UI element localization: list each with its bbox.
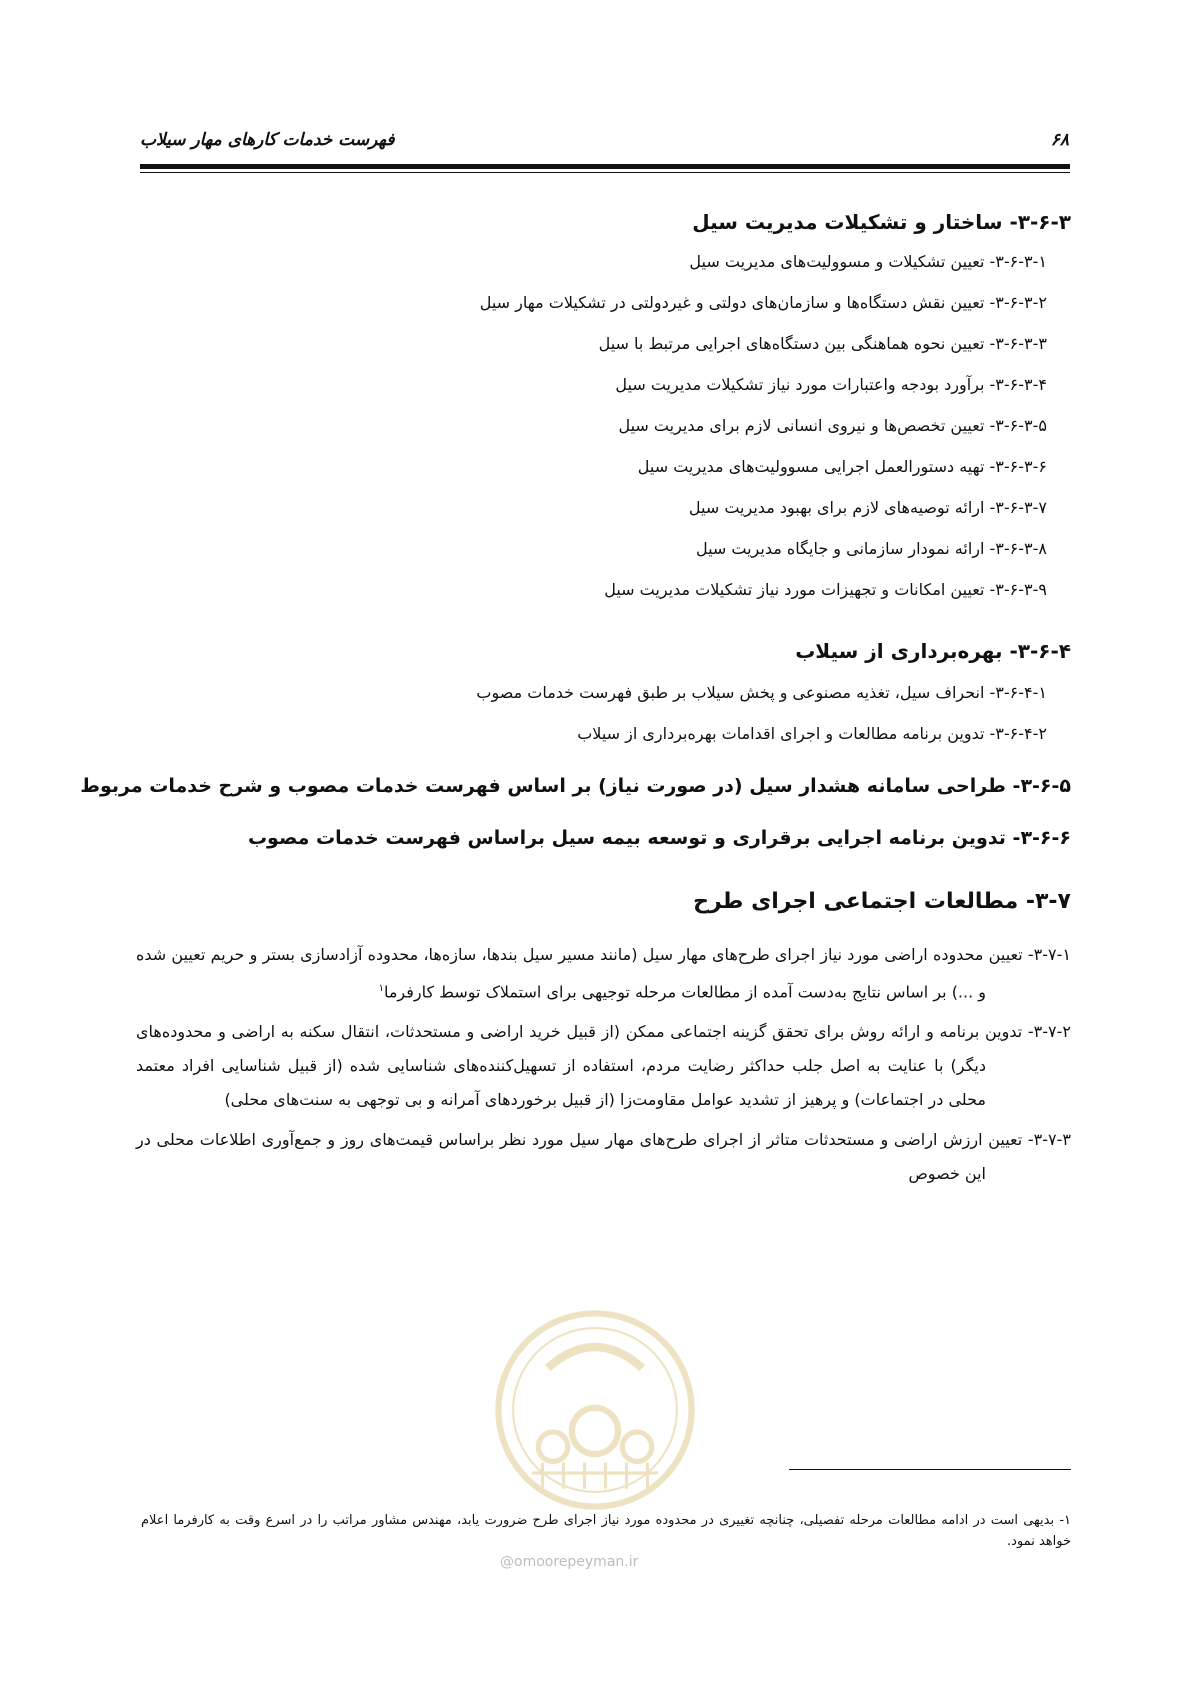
section-3-7-paragraphs (136, 938, 1071, 1191)
section-heading-3-6-5: ۳-۶-۵- طراحی سامانه هشدار سیل (در صورت نیاز) بر اساس فهرست خدمات مصوب و شرح خدمات مربوط (80, 775, 1071, 797)
watermark-site: @omoorepeyman.ir (500, 1554, 639, 1570)
section-3-6-4-list (136, 681, 1071, 745)
list-item: ۳-۶-۳-۲- تعیین نقش دستگاه‌ها و سازمان‌های دولتی و غیردولتی در تشکیلات مهار سیل (479, 293, 1047, 312)
header-rule-thick (140, 164, 1070, 169)
section-heading-3-6-4: ۳-۶-۴- بهره‌برداری از سیلاب (795, 639, 1071, 663)
list-item: ۳-۶-۳-۳- تعیین نحوه هماهنگی بین دستگاه‌های اجرایی مرتبط با سیل (598, 334, 1047, 353)
paragraph-text: ۳-۷-۱- تعیین محدوده اراضی مورد نیاز اجرای طرح‌های مهار سیل (مانند مسیر سیل بندها، سازه‌ها، محدوده آزادسازی بستر و حریم تعیین شده و ...) بر اساس نتایج به‌دست آمده از مطالعات مرحله توجیهی برای استملاک توسط کارفرما (136, 945, 1071, 1002)
paragraph-3-7-2: ۳-۷-۲- تدوین برنامه و ارائه روش برای تحقق گزینه اجتماعی ممکن (از قبیل خرید اراضی و مستحدثات، انتقال سکنه به اراضی و محدوده‌های دیگر) با عنایت به اصل جلب حداکثر رضایت مردم، استفاده از تسهیل‌کننده‌های شناسایی شده (از قبیل شناسایی افراد معتمد محلی در اجتماعات) و پرهیز از تشدید عوامل مقاومت‌زا (از قبیل برخوردهای آمرانه و بی توجهی به سنت‌های محلی) (136, 1022, 1071, 1110)
header-rule-thin (140, 172, 1070, 173)
list-item: ۳-۶-۳-۸- ارائه نمودار سازمانی و جایگاه مدیریت سیل (695, 539, 1047, 558)
watermark-logo (490, 1305, 700, 1515)
section-heading-3-7: ۳-۷- مطالعات اجتماعی اجرای طرح (693, 889, 1071, 914)
section-heading-3-6-6: ۳-۶-۶- تدوین برنامه اجرایی برقراری و توسعه بیمه سیل براساس فهرست خدمات مصوب (247, 827, 1071, 849)
footnote-rule (789, 1469, 1071, 1470)
list-item: ۳-۶-۳-۹- تعیین امکانات و تجهیزات مورد نیاز تشکیلات مدیریت سیل (604, 580, 1047, 599)
list-item: ۳-۶-۳-۷- ارائه توصیه‌های لازم برای بهبود مدیریت سیل (688, 498, 1047, 517)
main-content (80, 210, 1071, 1191)
page-number: ۶۸ (1050, 130, 1069, 150)
footnote: ۱- بدیهی است در ادامه مطالعات مرحله تفصیلی، چنانچه تغییری در محدوده مورد نیاز اجرای طرح ضرورت یابد، مهندس مشاور مراتب را در اسرع وقت به کارفرما اعلام خواهد نمود. (141, 1513, 1071, 1549)
list-item: ۳-۶-۳-۵- تعیین تخصص‌ها و نیروی انسانی لازم برای مدیریت سیل (618, 416, 1047, 435)
footnote-marker: ۱ (378, 983, 384, 994)
list-item: ۳-۶-۳-۱- تعیین تشکیلات و مسوولیت‌های مدیریت سیل (689, 252, 1047, 271)
section-3-6-3-list (136, 250, 1071, 601)
list-item: ۳-۶-۳-۴- برآورد بودجه واعتبارات مورد نیاز تشکیلات مدیریت سیل (615, 375, 1047, 394)
list-item: ۳-۶-۴-۲- تدوین برنامه مطالعات و اجرای اقدامات بهره‌برداری از سیلاب (577, 724, 1047, 743)
list-item: ۳-۶-۴-۱- انحراف سیل، تغذیه مصنوعی و پخش سیلاب بر طبق فهرست خدمات مصوب (476, 683, 1047, 702)
section-heading-3-6-3: ۳-۶-۳- ساختار و تشکیلات مدیریت سیل (692, 210, 1071, 234)
paragraph-3-7-3: ۳-۷-۳- تعیین ارزش اراضی و مستحدثات متاثر از اجرای طرح‌های مهار سیل مورد نظر براساس قیمت‌های روز و جمع‌آوری اطلاعات محلی در این خصوص (136, 1130, 1071, 1184)
paragraph-3-7-1 (136, 938, 1071, 1009)
running-header-title: فهرست خدمات کارهای مهار سیلاب (140, 130, 395, 150)
list-item: ۳-۶-۳-۶- تهیه دستورالعمل اجرایی مسوولیت‌های مدیریت سیل (637, 457, 1047, 476)
